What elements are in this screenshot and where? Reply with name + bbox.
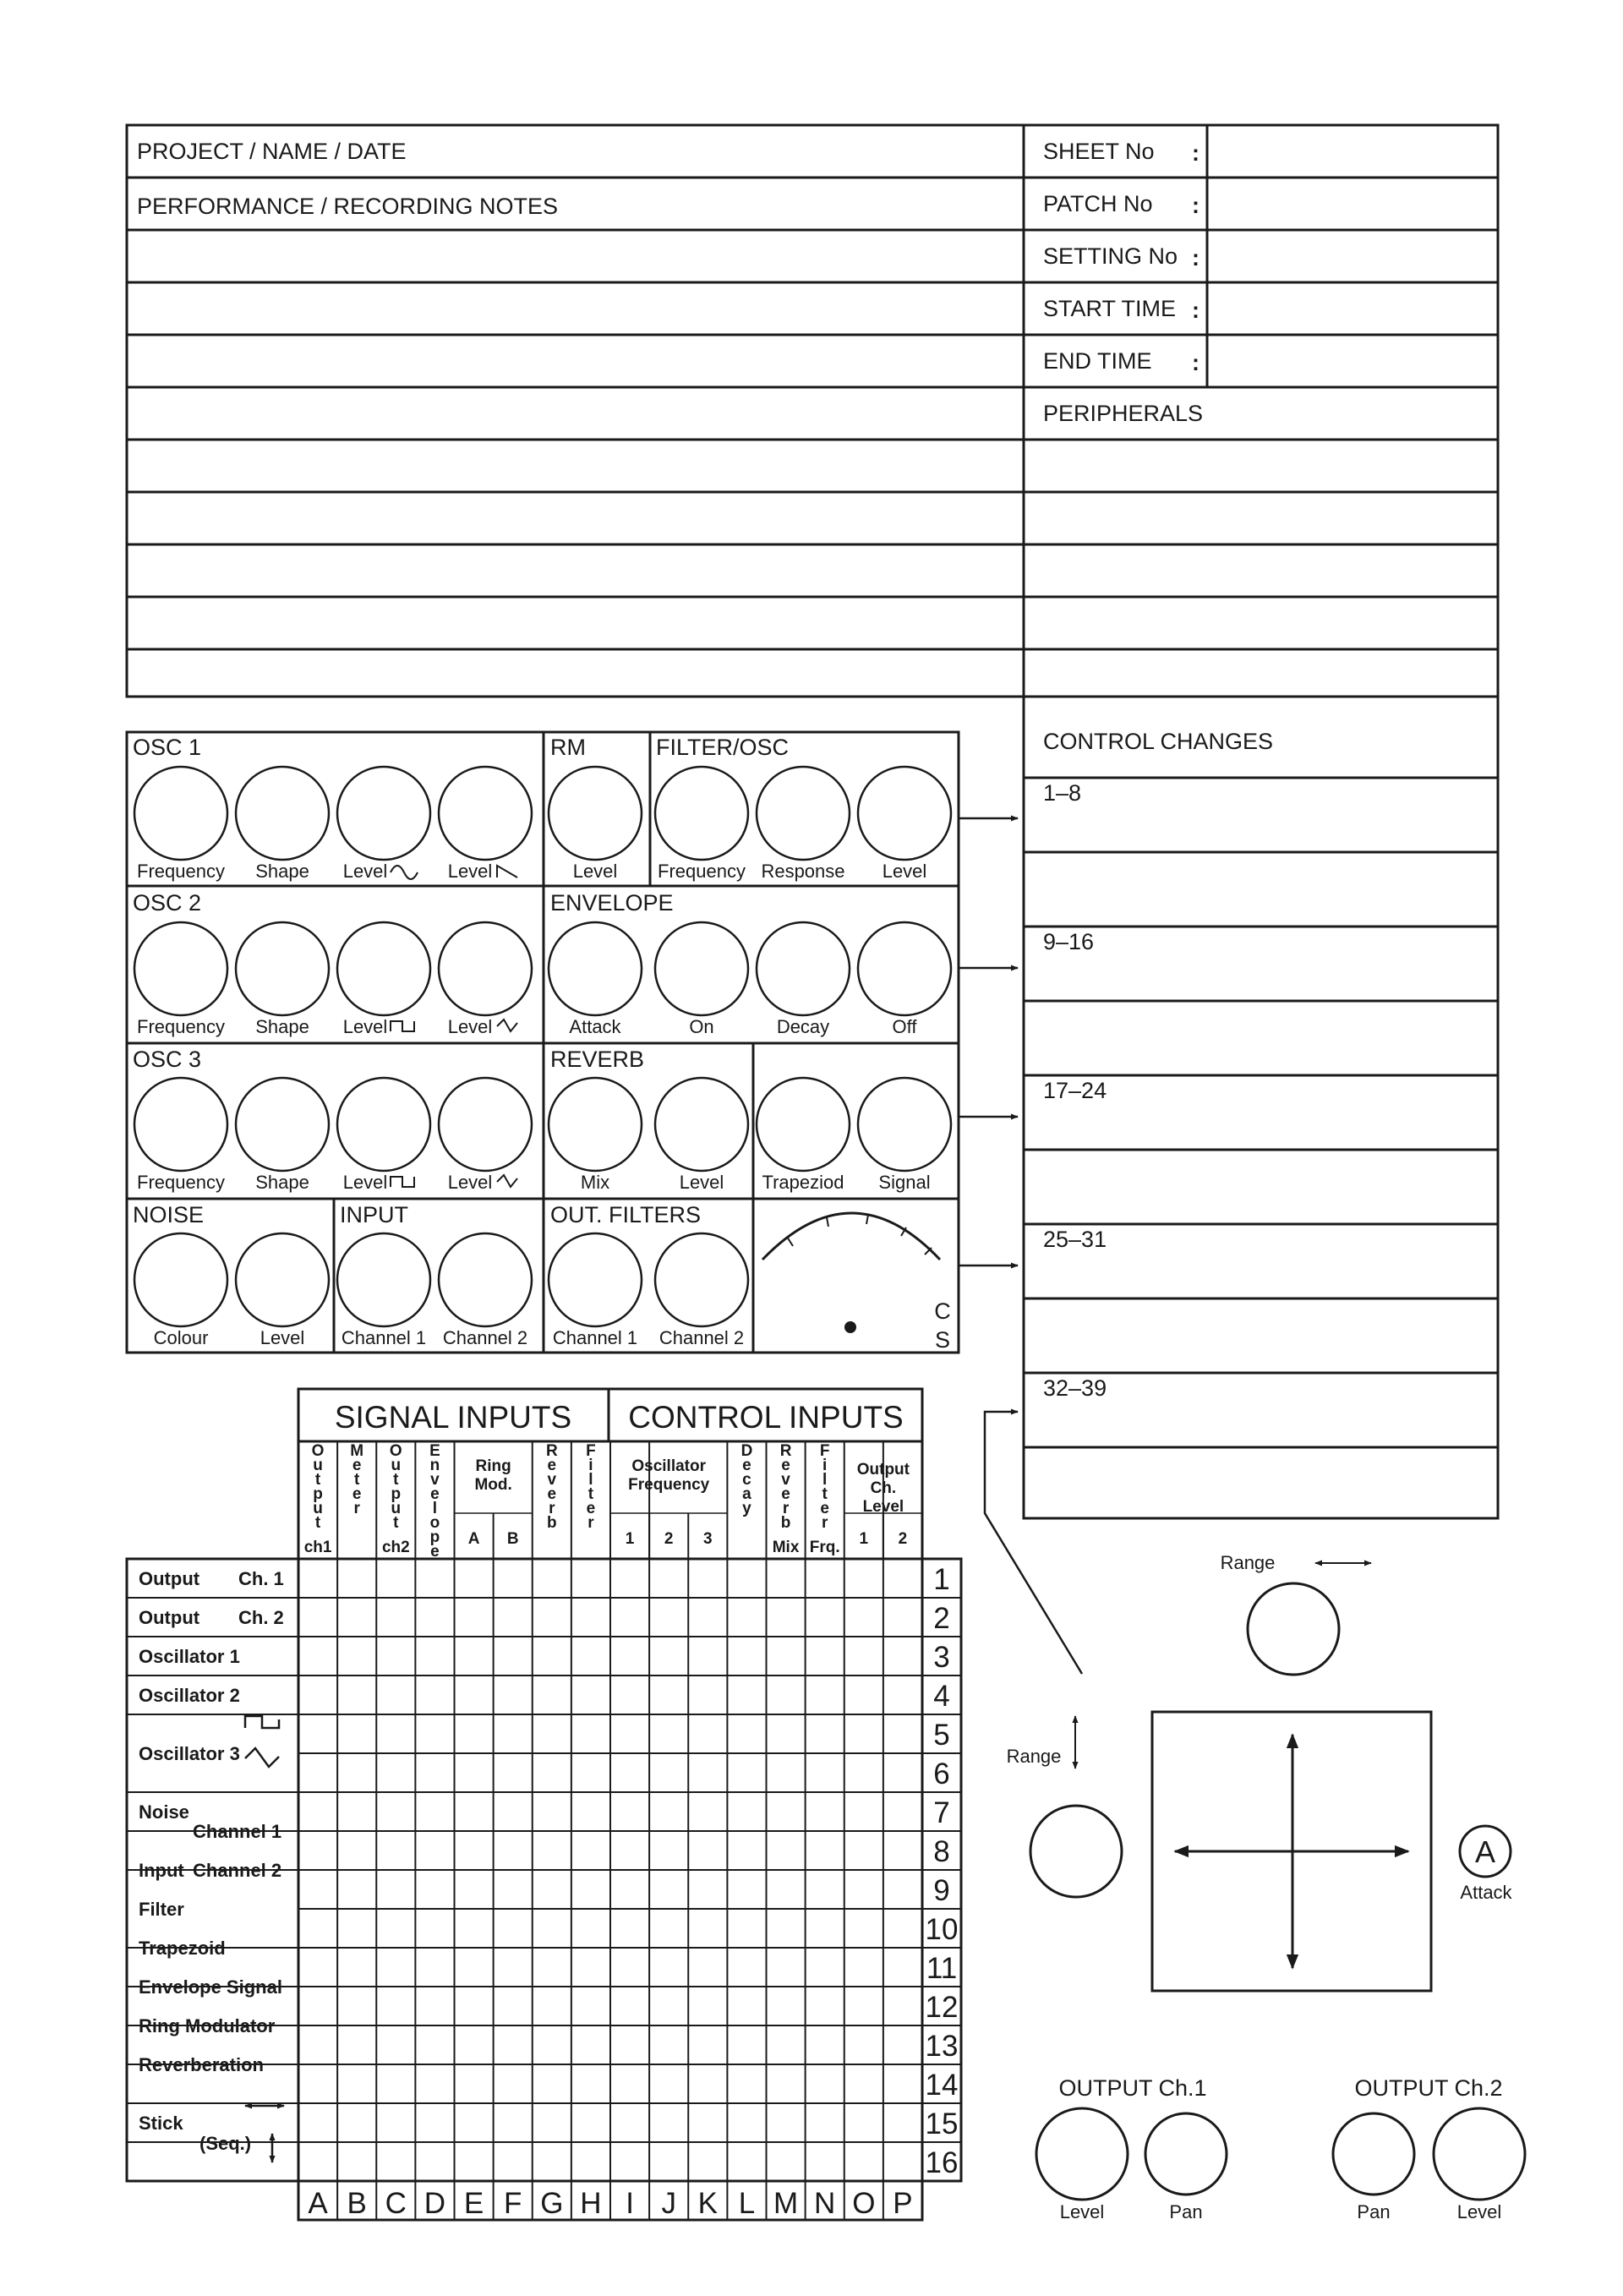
patch-no-label: PATCH No	[1043, 191, 1153, 216]
row-oscillator2-label: Oscillator 2	[139, 1685, 240, 1706]
output-ch1-pan-knob[interactable]	[1145, 2113, 1227, 2195]
matrix-column-letter: E	[463, 2187, 484, 2220]
filter-level-knob[interactable]	[858, 767, 951, 860]
envelope-on-label: On	[689, 1016, 714, 1037]
sheet-no-label: SHEET No	[1043, 139, 1155, 164]
output-level-header: Ch.	[870, 1479, 897, 1497]
matrix-column-letter: L	[738, 2187, 756, 2220]
output-level-header: Level	[862, 1498, 904, 1516]
outfilter-channel1-knob[interactable]	[549, 1233, 642, 1326]
input-channel1-knob[interactable]	[337, 1233, 430, 1326]
cc-range-2: 9–16	[1043, 929, 1095, 954]
joystick-area	[1030, 1563, 1511, 1991]
cc-range-4: 25–31	[1043, 1227, 1107, 1252]
matrix-column-letter: D	[424, 2187, 446, 2220]
matrix-row-number: 5	[933, 1719, 950, 1752]
ring-mod-header: Ring	[475, 1457, 511, 1475]
matrix-column-letter: I	[626, 2187, 634, 2220]
filter-osc-title: FILTER/OSC	[656, 735, 790, 760]
osc-frequency-header: Oscillator	[631, 1457, 707, 1475]
osc3-level-square-knob[interactable]	[337, 1078, 430, 1171]
row-reverberation-label: Reverberation	[139, 2054, 264, 2075]
row-envelope-signal-label: Envelope Signal	[139, 1976, 282, 1998]
matrix-column-letter: F	[503, 2187, 522, 2220]
matrix-vertical-header: E n v e l o p e	[429, 1442, 440, 1561]
matrix-column-letter: K	[697, 2187, 718, 2220]
output-ch1-level-label: Level	[1059, 2201, 1105, 2222]
noise-title: NOISE	[133, 1202, 205, 1227]
input-channel2-label: Channel 2	[442, 1327, 528, 1348]
row-noise-label: Noise	[139, 1801, 189, 1823]
matrix-row-number: 9	[933, 1874, 950, 1907]
trapezoid-knob[interactable]	[757, 1078, 850, 1171]
output-ch1-pan-label: Pan	[1169, 2201, 1203, 2222]
rm-level-label: Level	[572, 861, 618, 882]
matrix-vertical-header-sub: ch2	[381, 1539, 410, 1556]
matrix-row-number: 13	[925, 2030, 959, 2063]
osc3-level-triangle-label: Level	[447, 1172, 493, 1193]
reverb-level-knob[interactable]	[655, 1078, 748, 1171]
matrix-vertical-header: R e v e r b	[779, 1442, 792, 1532]
matrix-row-number: 14	[925, 2069, 959, 2102]
envelope-off-label: Off	[892, 1016, 917, 1037]
output-level-sub: 1	[859, 1530, 869, 1548]
matrix-column-letter: G	[540, 2187, 564, 2220]
range-vertical-knob[interactable]	[1030, 1806, 1122, 1897]
osc2-level-square-knob[interactable]	[337, 922, 430, 1015]
end-time-colon: :	[1192, 350, 1199, 375]
matrix-vertical-header: F i l t e r	[586, 1442, 596, 1532]
range-horizontal-knob[interactable]	[1248, 1583, 1339, 1675]
setting-no-colon: :	[1192, 245, 1199, 271]
osc2-frequency-knob[interactable]	[134, 922, 227, 1015]
meter-c-label: C	[934, 1298, 951, 1324]
performance-notes-label: PERFORMANCE / RECORDING NOTES	[137, 194, 559, 219]
osc2-shape-label: Shape	[255, 1016, 309, 1037]
sawtooth-wave-icon	[497, 866, 517, 877]
signal-label: Signal	[878, 1172, 931, 1193]
osc3-title: OSC 3	[133, 1047, 202, 1072]
envelope-decay-knob[interactable]	[757, 922, 850, 1015]
osc2-level-triangle-label: Level	[447, 1016, 493, 1037]
ring-mod-header: Mod.	[474, 1476, 512, 1494]
end-time-label: END TIME	[1043, 348, 1152, 374]
row-input-ch2-label: Channel 2	[193, 1860, 282, 1881]
envelope-on-knob[interactable]	[655, 922, 748, 1015]
row-stick-label: Stick	[139, 2113, 183, 2134]
row-trapezoid-label: Trapezoid	[139, 1938, 226, 1959]
cc-range-1: 1–8	[1043, 780, 1082, 806]
meter-s-label: S	[934, 1327, 951, 1353]
osc1-frequency-knob[interactable]	[134, 767, 227, 860]
matrix-row-number: 11	[926, 1952, 958, 1985]
noise-level-knob[interactable]	[236, 1233, 329, 1326]
envelope-title: ENVELOPE	[550, 890, 674, 916]
matrix-row-number: 1	[933, 1563, 950, 1596]
ring-mod-b: B	[506, 1530, 519, 1548]
cc-range-3: 17–24	[1043, 1078, 1107, 1103]
matrix-row-number: 7	[933, 1796, 950, 1829]
patch-no-colon: :	[1192, 193, 1199, 218]
outfilter-channel2-knob[interactable]	[655, 1233, 748, 1326]
start-time-label: START TIME	[1043, 296, 1177, 321]
matrix-vertical-header: R e v e r b	[545, 1442, 558, 1532]
attack-label: Attack	[1460, 1882, 1512, 1903]
noise-colour-knob[interactable]	[134, 1233, 227, 1326]
osc1-frequency-label: Frequency	[137, 861, 225, 882]
row-input-ch1-label: Channel 1	[193, 1821, 282, 1842]
row-input-label: Input	[139, 1860, 184, 1881]
sheet-no-colon: :	[1192, 140, 1199, 166]
range-horizontal-label: Range	[1220, 1552, 1276, 1573]
range-vertical-label: Range	[1006, 1746, 1062, 1767]
square-wave-icon	[245, 1716, 279, 1728]
square-wave-icon	[391, 1177, 414, 1187]
control-changes-title: CONTROL CHANGES	[1043, 729, 1274, 754]
row-oscillator1-label: Oscillator 1	[139, 1646, 240, 1667]
osc3-shape-knob[interactable]	[236, 1078, 329, 1171]
osc3-level-square-label: Level	[342, 1172, 388, 1193]
matrix-column-letter: O	[852, 2187, 876, 2220]
filter-response-label: Response	[761, 861, 845, 882]
rm-title: RM	[550, 735, 586, 760]
control-inputs-title: CONTROL INPUTS	[628, 1400, 904, 1435]
osc1-level-sine-knob[interactable]	[337, 767, 430, 860]
filter-frequency-label: Frequency	[658, 861, 746, 882]
outfilter-channel2-label: Channel 2	[658, 1327, 745, 1348]
matrix-row-number: 3	[933, 1641, 950, 1674]
osc2-frequency-label: Frequency	[137, 1016, 225, 1037]
filter-frequency-knob[interactable]	[655, 767, 748, 860]
osc-frequency-sub: 2	[664, 1530, 674, 1548]
noise-level-label: Level	[260, 1327, 305, 1348]
osc3-shape-label: Shape	[255, 1172, 309, 1193]
matrix-row-col-marks	[308, 1563, 958, 2220]
reverb-mix-label: Mix	[580, 1172, 610, 1193]
input-channel1-label: Channel 1	[341, 1327, 427, 1348]
matrix-column-letter: B	[347, 2187, 367, 2220]
output-ch2-title: OUTPUT Ch.2	[1354, 2075, 1503, 2101]
osc2-title: OSC 2	[133, 890, 202, 916]
output-ch2-level-label: Level	[1456, 2201, 1502, 2222]
matrix-vertical-header: M e t e r	[350, 1442, 364, 1517]
row-output-ch1-label: Output	[139, 1568, 200, 1589]
row-output-ch2-channel: Ch. 2	[238, 1607, 284, 1628]
matrix-row-number: 15	[925, 2107, 959, 2140]
matrix-column-letter: A	[308, 2187, 328, 2220]
noise-colour-label: Colour	[153, 1327, 209, 1348]
osc1-level-sine-label: Level	[342, 861, 388, 882]
input-channel2-knob[interactable]	[439, 1233, 532, 1326]
osc-frequency-sub: 3	[703, 1530, 713, 1548]
matrix-row-number: 12	[925, 1991, 959, 2024]
matrix-vertical-header-sub: Frq.	[809, 1539, 840, 1556]
filter-level-label: Level	[882, 861, 927, 882]
matrix-vertical-header: D e c a y	[740, 1442, 753, 1517]
output-ch2-level-knob[interactable]	[1434, 2108, 1525, 2200]
signal-knob[interactable]	[858, 1078, 951, 1171]
sine-wave-icon	[391, 866, 418, 879]
matrix-column-letter: C	[385, 2187, 407, 2220]
matrix-column-letter: J	[661, 2187, 676, 2220]
matrix-row-number: 6	[933, 1758, 950, 1790]
peripherals-label: PERIPHERALS	[1043, 401, 1204, 426]
matrix-column-letter: M	[773, 2187, 799, 2220]
matrix-row-number: 4	[933, 1680, 950, 1713]
osc1-level-saw-label: Level	[447, 861, 493, 882]
row-output-ch1-channel: Ch. 1	[238, 1568, 284, 1589]
osc2-level-square-label: Level	[342, 1016, 388, 1037]
osc-frequency-sub: 1	[625, 1530, 635, 1548]
signal-inputs-title: SIGNAL INPUTS	[334, 1400, 572, 1435]
project-name-date-label: PROJECT / NAME / DATE	[137, 139, 407, 164]
osc3-frequency-label: Frequency	[137, 1172, 225, 1193]
triangle-wave-icon	[497, 1175, 517, 1187]
matrix-row-number: 10	[925, 1913, 959, 1946]
osc1-title: OSC 1	[133, 735, 202, 760]
rm-level-knob[interactable]	[549, 767, 642, 860]
trapezoid-label: Trapeziod	[762, 1172, 844, 1193]
triangle-wave-icon	[245, 1748, 279, 1767]
matrix-vertical-header: O u t p u t	[389, 1442, 402, 1532]
output-ch2-pan-label: Pan	[1357, 2201, 1391, 2222]
meter-pivot-dot	[844, 1321, 856, 1333]
row-filter-label: Filter	[139, 1899, 184, 1920]
filter-response-knob[interactable]	[757, 767, 850, 860]
synth-panel	[127, 732, 959, 1353]
output-ch1-title: OUTPUT Ch.1	[1058, 2075, 1207, 2101]
triangle-wave-icon	[497, 1020, 517, 1031]
envelope-attack-knob[interactable]	[549, 922, 642, 1015]
matrix-vertical-header-sub: ch1	[303, 1539, 332, 1556]
input-title: INPUT	[340, 1202, 408, 1227]
start-time-colon: :	[1192, 298, 1199, 323]
row-ring-modulator-label: Ring Modulator	[139, 2015, 276, 2036]
reverb-mix-knob[interactable]	[549, 1078, 642, 1171]
row-oscillator3-label: Oscillator 3	[139, 1743, 240, 1764]
matrix-row-number: 2	[933, 1602, 950, 1635]
matrix-column-headers	[304, 1442, 910, 1561]
cc-range-5: 32–39	[1043, 1375, 1107, 1401]
matrix-column-letter: H	[580, 2187, 602, 2220]
osc1-level-saw-knob[interactable]	[439, 767, 532, 860]
ring-mod-a: A	[467, 1530, 480, 1548]
envelope-off-knob[interactable]	[858, 922, 951, 1015]
osc1-shape-label: Shape	[255, 861, 309, 882]
output-level-header: Output	[856, 1461, 910, 1479]
envelope-attack-label: Attack	[569, 1016, 621, 1037]
reverb-level-label: Level	[679, 1172, 724, 1193]
matrix-vertical-header: O u t p u t	[311, 1442, 325, 1532]
outfilter-channel1-label: Channel 1	[552, 1327, 638, 1348]
osc3-frequency-knob[interactable]	[134, 1078, 227, 1171]
output-ch1-level-knob[interactable]	[1036, 2108, 1128, 2200]
matrix-column-letter: P	[893, 2187, 913, 2220]
matrix-vertical-header-sub: Mix	[772, 1539, 800, 1556]
matrix-row-number: 16	[925, 2146, 959, 2179]
osc3-level-triangle-knob[interactable]	[439, 1078, 532, 1171]
osc1-shape-knob[interactable]	[236, 767, 329, 860]
attack-button-letter: A	[1474, 1834, 1496, 1869]
osc-frequency-header: Frequency	[628, 1476, 710, 1494]
row-output-ch2-label: Output	[139, 1607, 200, 1628]
out-filters-title: OUT. FILTERS	[550, 1202, 702, 1227]
square-wave-icon	[391, 1021, 414, 1031]
output-ch2-pan-knob[interactable]	[1333, 2113, 1414, 2195]
reverb-title: REVERB	[550, 1047, 645, 1072]
osc2-shape-knob[interactable]	[236, 922, 329, 1015]
matrix-row-number: 8	[933, 1835, 950, 1868]
envelope-decay-label: Decay	[776, 1016, 830, 1037]
row-seq-label: (Seq.)	[199, 2133, 252, 2154]
output-level-sub: 2	[898, 1530, 908, 1548]
osc2-level-triangle-knob[interactable]	[439, 922, 532, 1015]
matrix-vertical-header: F i l t e r	[819, 1442, 830, 1532]
matrix-column-letter: N	[814, 2187, 836, 2220]
setting-no-label: SETTING No	[1043, 243, 1178, 269]
meter-gauge	[762, 1213, 940, 1333]
